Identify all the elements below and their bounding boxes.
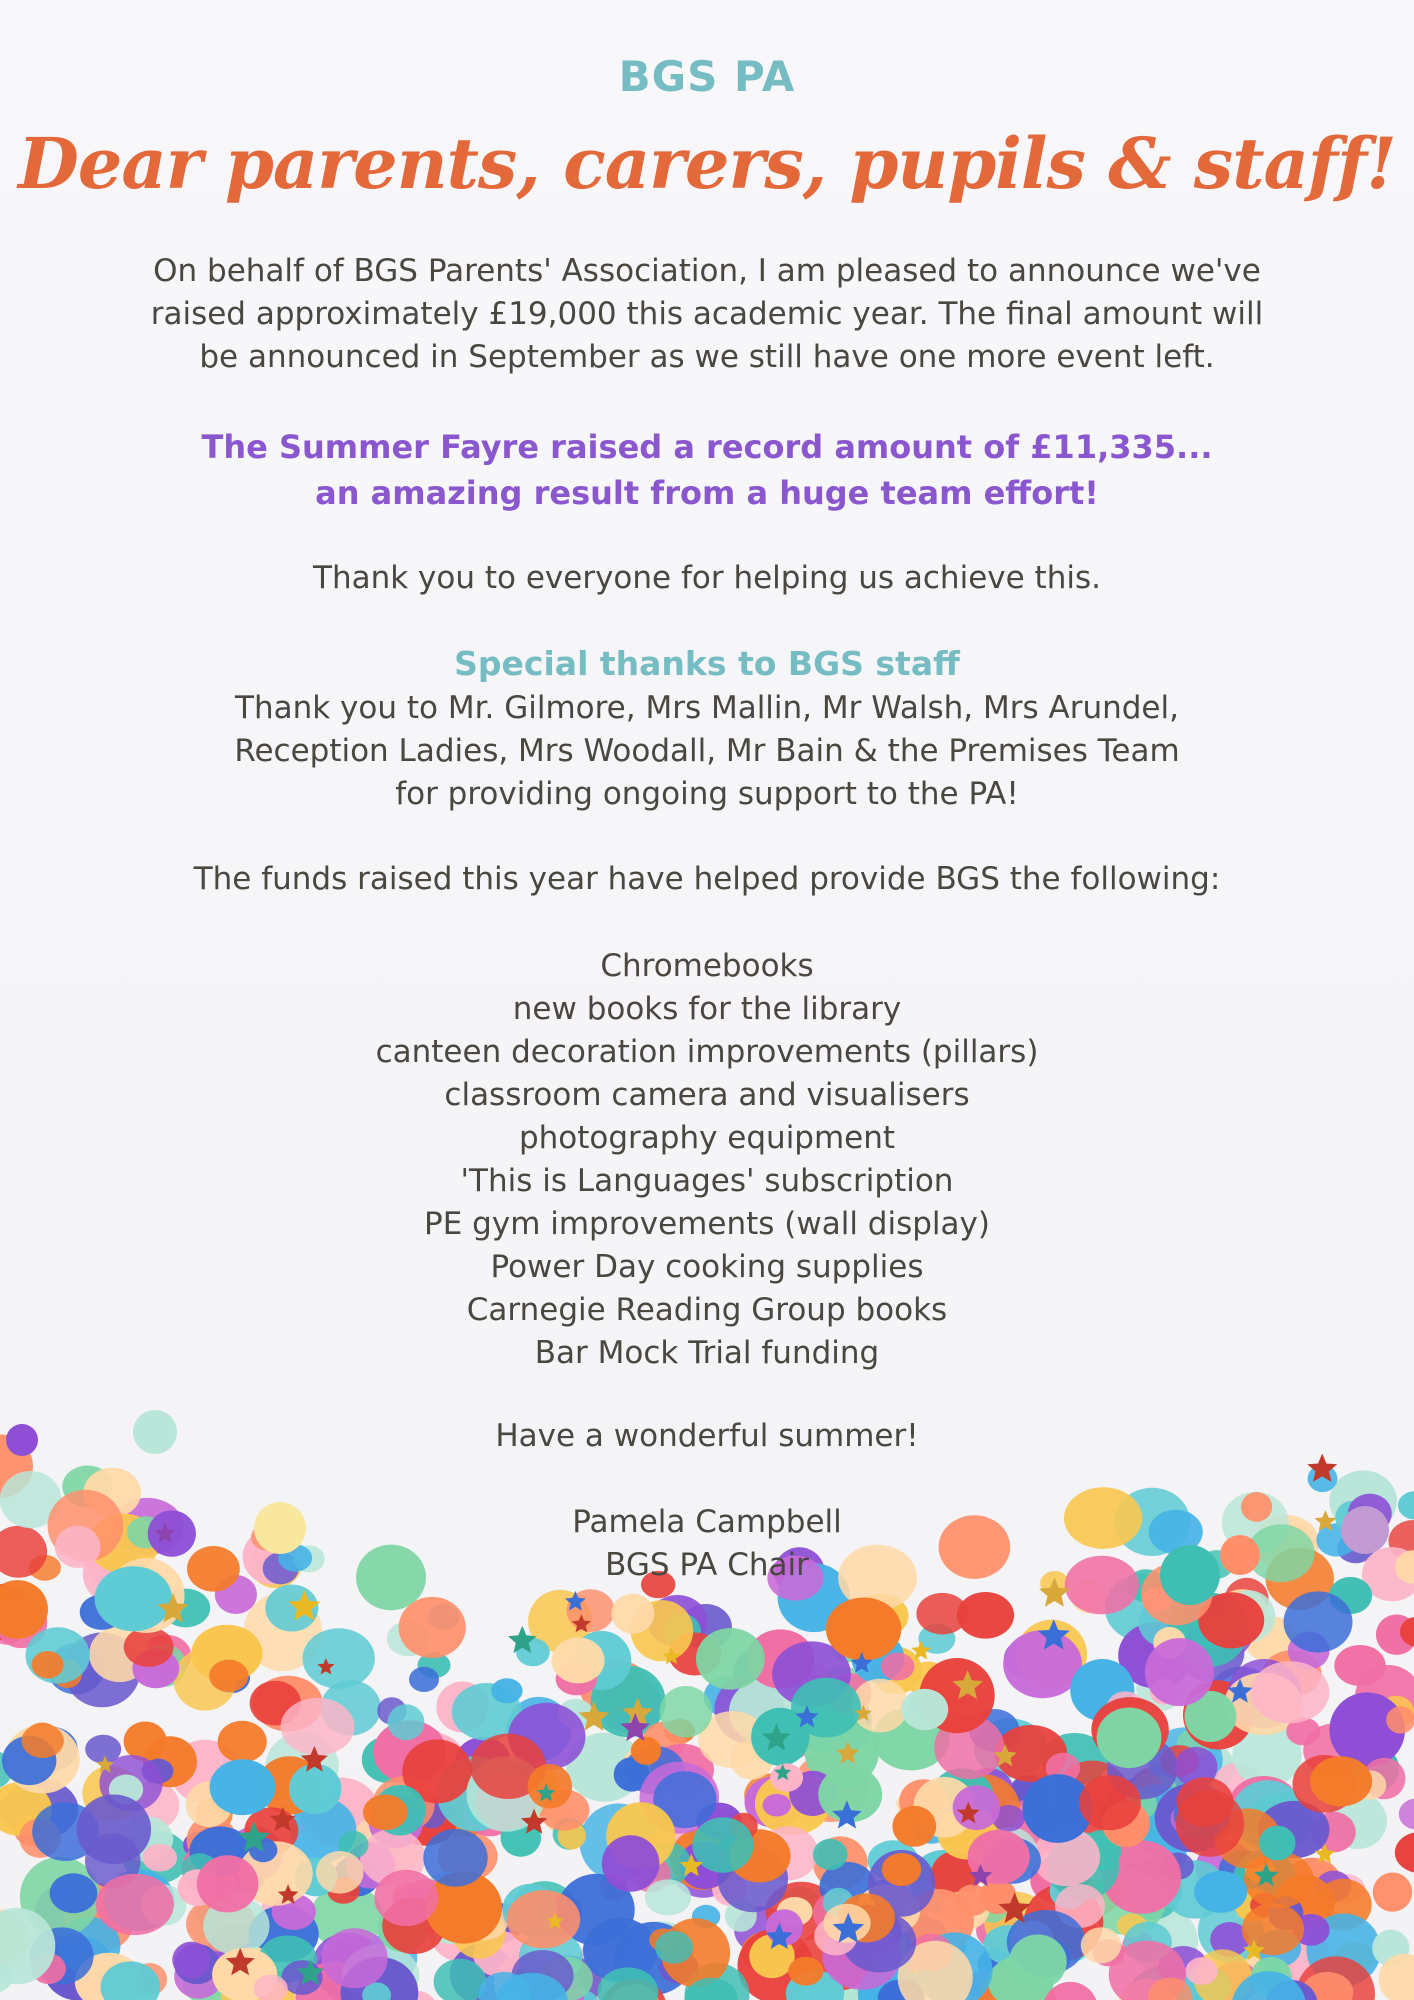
confetti-piece [552,1637,605,1683]
funded-item: Power Day cooking supplies [490,1249,924,1285]
confetti-piece [696,1628,765,1690]
funded-item: Bar Mock Trial funding [534,1335,880,1371]
signature-block [0,1501,1414,1587]
confetti-piece [602,1835,660,1892]
highlight-line: an amazing result from a huge team effort! [315,474,1099,512]
confetti-piece [955,1885,990,1916]
funded-item: Chromebooks [600,948,814,984]
signature-role: BGS PA Chair [605,1547,809,1583]
confetti-piece [655,1931,693,1964]
confetti-piece [77,1795,152,1865]
confetti-piece [528,1764,573,1809]
confetti-piece [218,1721,267,1763]
confetti-piece [1003,1630,1082,1698]
confetti-piece [881,1653,915,1681]
confetti-piece [303,1628,375,1688]
funded-item: canteen decoration improvements (pillars) [375,1034,1039,1070]
confetti-piece [281,1698,355,1756]
confetti-piece [96,1874,174,1935]
confetti-piece [953,1785,1000,1830]
funded-item: Carnegie Reading Group books [466,1292,948,1328]
confetti-piece [1185,1957,1217,1985]
confetti-piece [1373,1873,1412,1912]
confetti-piece [388,1704,425,1740]
confetti-piece [1079,1775,1141,1830]
confetti-piece [1259,1826,1296,1861]
confetti-piece [507,1890,581,1948]
confetti-piece [363,1795,408,1831]
confetti-piece [50,1873,98,1913]
confetti-piece [321,1928,388,1988]
confetti-piece [901,1689,948,1730]
confetti-piece [1177,1777,1234,1827]
confetti-piece [32,1651,64,1679]
intro-line: be announced in September as we still have one more event left. [199,339,1215,375]
confetti-piece [374,1870,438,1926]
staff-thanks-line: Reception Ladies, Mrs Woodall, Mr Bain & the Premises Team [234,733,1180,769]
confetti-piece [892,1806,936,1847]
funded-item: 'This is Languages' subscription [460,1163,954,1199]
confetti-piece [399,1597,466,1658]
confetti-piece [1145,1638,1214,1706]
confetti-piece [763,1794,791,1817]
confetti-piece [1386,1706,1414,1733]
confetti-piece [423,1829,487,1887]
funds-intro: The funds raised this year have helped provide BGS the following: [193,861,1221,897]
confetti-piece [124,1627,174,1667]
closing-line: Have a wonderful summer! [495,1418,919,1454]
funded-item: classroom camera and visualisers [444,1077,970,1113]
confetti-piece [1284,1591,1353,1652]
confetti-piece [210,1759,276,1815]
greeting-heading: Dear parents, carers, pupils & staff! [18,122,1396,205]
confetti-piece [692,1817,753,1872]
staff-thanks-line: Thank you to Mr. Gilmore, Mrs Mallin, Mr Walsh, Mrs Arundel, [235,690,1179,726]
confetti-piece [1399,1799,1414,1830]
confetti-piece [197,1855,259,1912]
confetti-piece [491,1678,522,1703]
organization-title: BGS PA [618,52,796,101]
confetti-piece [1334,1645,1385,1686]
confetti-piece [1251,1661,1330,1723]
summer-fayre-highlight [0,424,1414,516]
confetti-piece [143,1844,178,1872]
confetti-piece [209,1660,248,1692]
confetti-piece [660,1686,713,1737]
funded-item: new books for the library [512,991,902,1027]
confetti-piece [22,1724,64,1758]
confetti-piece [826,1598,901,1661]
funded-item: photography equipment [518,1120,896,1156]
highlight-line: The Summer Fayre raised a record amount of £11,335... [201,428,1213,466]
confetti-piece [1310,1756,1372,1806]
confetti-piece [1194,1871,1247,1913]
confetti-piece [882,1853,921,1886]
special-thanks-heading: Special thanks to BGS staff [454,644,960,683]
confetti-piece [645,1879,691,1915]
thanks-line: Thank you to everyone for helping us achieve this. [313,560,1101,596]
staff-thanks-line: for providing ongoing support to the PA! [395,776,1019,812]
confetti-piece [957,1592,1014,1639]
staff-thanks-paragraph [0,687,1414,816]
confetti-piece [1097,1708,1162,1769]
confetti-piece [316,1851,364,1894]
signature-name: Pamela Campbell [572,1504,842,1540]
confetti-piece [611,1594,654,1634]
confetti-piece [1395,1832,1414,1873]
confetti-piece [289,1764,341,1814]
confetti-piece [1009,1935,1067,1990]
confetti-piece [172,1942,210,1979]
confetti-piece [409,1667,439,1692]
funded-items-list [0,945,1414,1375]
confetti-piece [788,1957,823,1986]
intro-paragraph [0,250,1414,379]
confetti-piece [813,1839,848,1870]
confetti-piece [1081,1927,1121,1963]
confetti-piece [631,1737,661,1765]
intro-line: On behalf of BGS Parents' Association, I am pleased to announce we've [153,253,1261,289]
intro-line: raised approximately £19,000 this academic year. The final amount will [150,296,1264,332]
funded-item: PE gym improvements (wall display) [424,1206,990,1242]
